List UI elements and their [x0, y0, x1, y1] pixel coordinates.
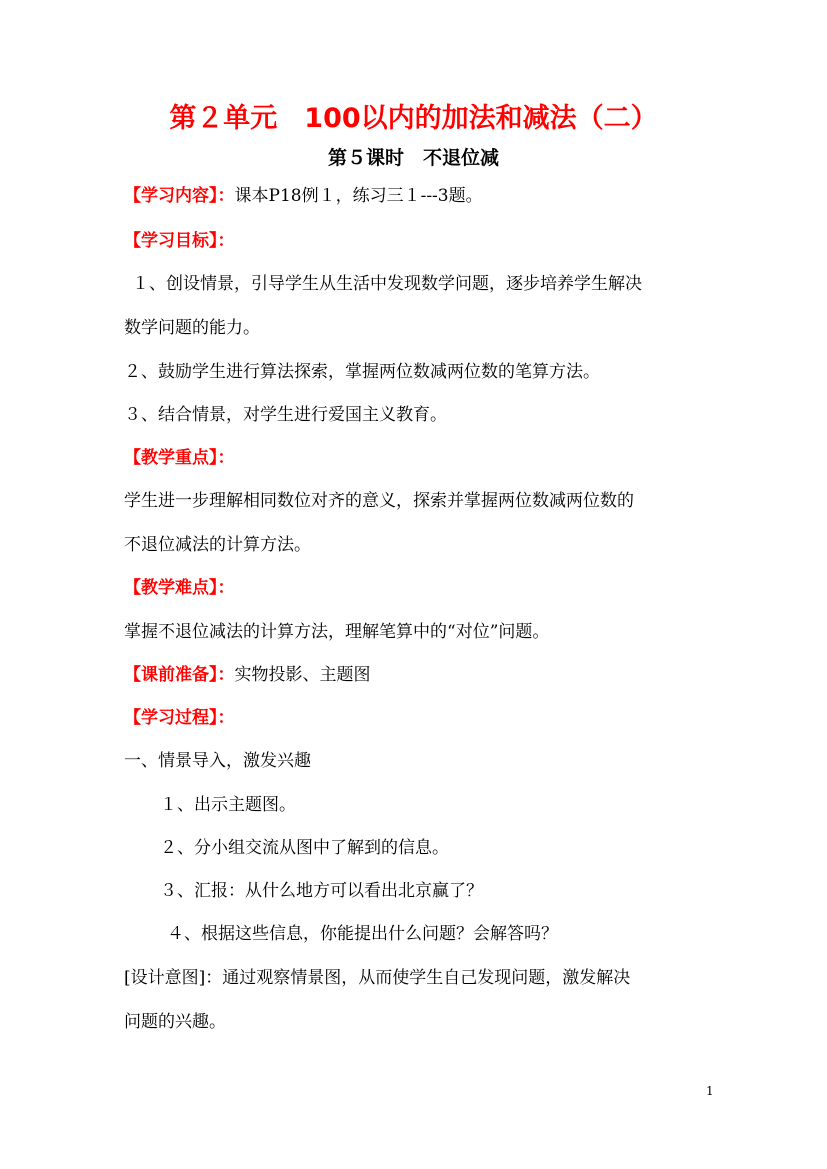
focus-text: 学生进一步理解相同数位对齐的意义，探索并掌握两位数减两位数的: [124, 491, 634, 511]
goal-item: ３、结合情景，对学生进行爱国主义教育。: [124, 405, 447, 425]
process-label: 【学习过程】：: [124, 708, 235, 728]
goal-item: ２、鼓励学生进行算法探索，掌握两位数减两位数的笔算方法。: [124, 362, 600, 382]
process-step: １、出示主题图。: [160, 795, 296, 815]
difficulty-label: 【教学难点】：: [124, 578, 235, 598]
goal-item: 数学问题的能力。: [124, 318, 260, 338]
goals-label: 【学习目标】：: [124, 231, 235, 251]
process-step: ４、根据这些信息，你能提出什么问题？会解答吗？: [167, 924, 558, 944]
content-text: 课本P18例１，练习三１---3题。: [234, 186, 483, 206]
process-step: ３、汇报：从什么地方可以看出北京赢了？: [160, 881, 483, 901]
content-line: [124, 184, 714, 208]
lesson-subtitle: 第５课时 不退位减: [327, 147, 499, 169]
content-label: 【学习内容】：: [124, 186, 235, 206]
difficulty-text: 掌握不退位减法的计算方法，理解笔算中的“对位”问题。: [124, 622, 550, 642]
prep-line: [124, 663, 714, 687]
difficulty-heading: [124, 576, 714, 600]
prep-text: 实物投影、主题图: [234, 665, 371, 685]
page-title: 第２单元 100以内的加法和减法（二）: [169, 103, 658, 134]
process-step: ２、分小组交流从图中了解到的信息。: [160, 838, 449, 858]
focus-text: 不退位减法的计算方法。: [124, 535, 311, 555]
goals-heading: [124, 229, 714, 253]
process-section: 一、情景导入，激发兴趣: [124, 751, 311, 771]
goal-item: １、创设情景，引导学生从生活中发现数学问题，逐步培养学生解决: [132, 274, 642, 294]
focus-label: 【教学重点】：: [124, 448, 235, 468]
design-intent: 问题的兴趣。: [124, 1012, 226, 1032]
page-number: 1: [706, 1084, 714, 1098]
focus-heading: [124, 446, 714, 470]
process-heading: [124, 706, 714, 730]
prep-label: 【课前准备】：: [124, 665, 235, 685]
design-intent: [设计意图]：通过观察情景图，从而使学生自己发现问题，激发解决: [124, 968, 631, 988]
